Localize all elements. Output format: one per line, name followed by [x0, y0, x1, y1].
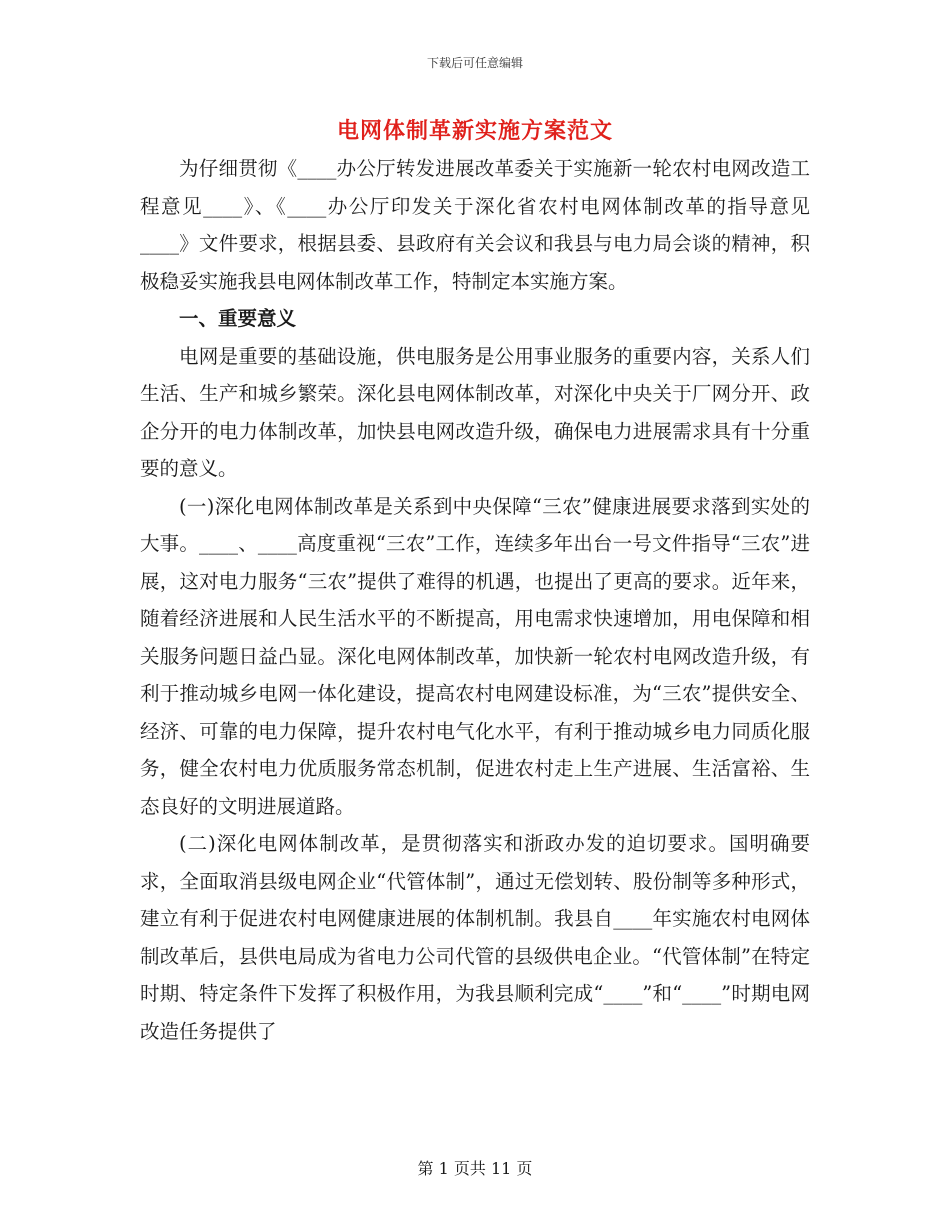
body-paragraph: 电网是重要的基础设施，供电服务是公用事业服务的重要内容，关系人们生活、生产和城乡繁荣。深化县电网体制改革，对深化中央关于厂网分开、政企分开的电力体制改革，加快县电网改造升级，确保电力进展需求具有十分重要的意义。	[140, 344, 810, 480]
body-paragraph: (二)深化电网体制改革，是贯彻落实和浙政办发的迫切要求。国明确要求，全面取消县级电网企业“代管体制”，通过无偿划转、股份制等多种形式，建立有利于促进农村电网健康进展的体制机制。我县自____年实施农村电网体制改革后，县供电局成为省电力公司代管的县级供电企业。“代管体制”在特定时期、特定条件下发挥了积极作用，为我县顺利完成“____”和“____”时期电网改造任务提供了	[140, 832, 810, 1043]
document-title: 电网体制革新实施方案范文	[336, 118, 613, 144]
body-paragraph: (一)深化电网体制改革是关系到中央保障“三农”健康进展要求落到实处的大事。____、____高度重视“三农”工作，连续多年出台一号文件指导“三农”进展，这对电力服务“三农”提供了难得的机遇，也提出了更高的要求。近年来，随着经济进展和人民生活水平的不断提高，用电需求快速增加，用电保障和相关服务问题日益凸显。深化电网体制改革，加快新一轮农村电网改造升级，有利于推动城乡电网一体化建设，提高农村电网建设标准，为“三农”提供安全、经济、可靠的电力保障，提升农村电气化水平，有利于推动城乡电力同质化服务，健全农村电力优质服务常态机制，促进农村走上生产进展、生活富裕、生态良好的文明进展道路。	[140, 494, 810, 818]
header-note: 下载后可任意编辑	[426, 56, 523, 70]
section-heading: 一、重要意义	[179, 307, 297, 330]
intro-paragraph: 为仔细贯彻《____办公厅转发进展改革委关于实施新一轮农村电网改造工程意见____》、《____办公厅印发关于深化省农村电网体制改革的指导意见____》文件要求，根据县委、县政府有关会议和我县与电力局会谈的精神，积极稳妥实施我县电网体制改革工作，特制定本实施方案。	[140, 157, 810, 293]
document-body	[140, 150, 810, 1050]
page-footer: 第 1 页共 11 页	[417, 1159, 533, 1178]
